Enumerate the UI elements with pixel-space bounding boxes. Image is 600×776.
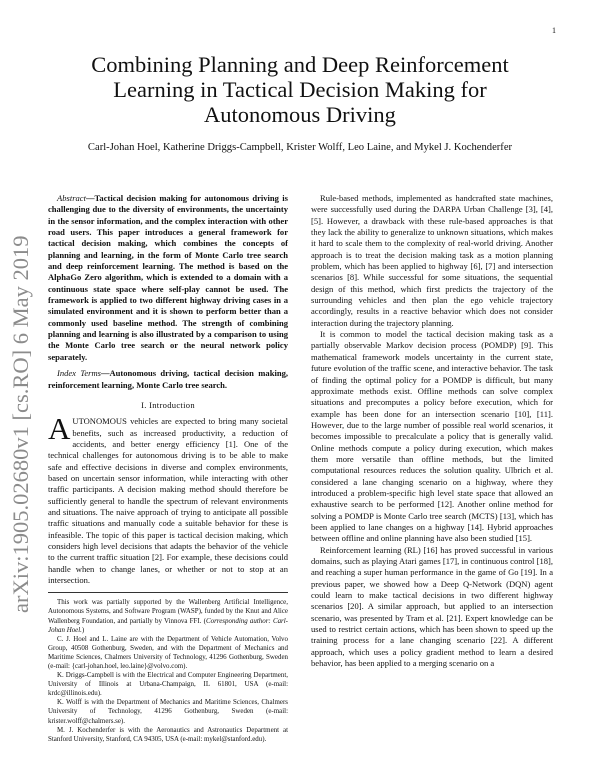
paragraph-rl: Reinforcement learning (RL) [16] has proved successful in various domains, such as playing Atari games [17], in continuous control [18], and reaching a super human performance in the game of Go [19]. In a previous paper, we showed how a Deep Q-Network (DQN) agent could learn to make tactical decisions in two different highway scenarios [20]. A similar approach, but applied to an intersection scenario, was presented by Tram et al. [21]. Expert knowledge can be used to restrict certain actions, which has been shown to speed up the training process for a lane changing scenario [22]. A different approach, which uses a policy gradient method to learn a desired behavior, has been applied to a merging scenario on a xyxy=(311,544,553,669)
author-list: Carl-Johan Hoel, Katherine Driggs-Campbell, Krister Wolff, Leo Laine, and Mykel J. Kochenderfer xyxy=(87,142,513,153)
intro-text: vehicles are expected to bring many societal benefits, such as increased productivity, a reduction of accidents, and better energy efficiency [1]. One of the technical challenges for autonomous driving is to be able to make safe and effective decisions in diverse and complex environments, based on uncertain sensor information, while interacting with other traffic participants. A decision making method should therefore be sufficiently general to handle the spectrum of relevant environments and situations. The naive approach of trying to anticipate all possible traffic situations and manually code a suitable behavior for these is infeasible. The topic of this paper is tactical decision making, which considers high level decisions that adapts the behavior of the vehicle to the current traffic situation [2]. For example, these decisions could handle when to change lanes, or whether or not to stop at an intersection. xyxy=(48,416,288,585)
title-line-3: Autonomous Driving xyxy=(204,102,396,127)
title-line-1: Combining Planning and Deep Reinforcement xyxy=(91,52,509,77)
abstract xyxy=(48,193,288,363)
index-terms xyxy=(48,368,288,391)
arxiv-id: arXiv:1905.02680v1 [cs.RO] 6 May 2019 xyxy=(8,235,33,613)
drop-cap: A xyxy=(48,411,71,447)
section-heading: I. Introduction xyxy=(141,399,195,410)
right-column xyxy=(311,193,553,669)
footnote-funding-close: ) xyxy=(81,625,85,634)
paragraph-rule-based: Rule-based methods, implemented as handcrafted state machines, were successfully used during the DARPA Urban Challenge [3], [4], [5]. However, a drawback with these rule-based approaches is that they lack the ability to generalize to unknown situations, which makes it hard to scale them to the complexity of real-world driving. Another approach is to treat the decision making task as a motion planning problem, which has been applied to highway [6], [7] and intersection scenarios [8]. While successful for some situations, the sequential design of this method, which first predicts the trajectory of the surrounding vehicles and then plan the ego vehicle trajectory accordingly, results in a reactive behavior which does not consider interaction during the trajectory planning. xyxy=(311,193,553,328)
title-line-2: Learning in Tactical Decision Making for xyxy=(113,77,487,102)
paper-title xyxy=(40,52,560,127)
footnote-funding xyxy=(48,598,288,634)
index-terms-label: Index Terms xyxy=(57,368,101,379)
footnote-affiliation-hoel: C. J. Hoel and L. Laine are with the Department of Vehicle Automation, Volvo Group, 40508 Gothenburg, Sweden, and with the Department of Mechanics and Maritime Sciences, Chalmers University of Technology, 41296 Gothenburg, Sweden (e-mail: {carl-johan.hoel, leo.laine}@volvo.com). xyxy=(48,634,288,670)
footnote-affiliation-wolff: K. Wolff is with the Department of Mechanics and Maritime Sciences, Chalmers University of Technology, 41296 Gothenburg, Sweden (e-mail: krister.wolff@chalmers.se). xyxy=(48,698,288,725)
paragraph-pomdp: It is common to model the tactical decision making task as a partially observable Markov decision process (POMDP) [9]. This mathematical framework models uncertainty in the current state, future evolution of the traffic scene, and interactive behavior. The task of finding the optimal policy for a POMDP is difficult, but many approximate methods exist. Offline methods can solve complex situations and precomputes a policy before execution, which for example has been done for an intersection scenario [10], [11]. However, due to the large number of possible real world scenarios, it becomes impossible to precalculate a policy that is generally valid. Online methods compute a policy during execution, which makes them more versatile than offline methods, but the limited computational resources reduces the solution quality. Ulbrich et al. considered a lane changing scenario on a highway, where they introduced a problem-specific high level state space that allowed an exhaustive search to be performed [12]. Another online method for solving a POMDP is Monte Carlo tree search (MCTS) [13], which has been applied to lane changes on a highway [14]. Hybrid approaches between offline and online planning have also been studied [15]. xyxy=(311,329,553,544)
footnote-affiliation-driggs: K. Driggs-Campbell is with the Electrical and Computer Engineering Department, University of Illinois at Urbana-Champaign, IL 61801, USA (e-mail: krdc@illinois.edu). xyxy=(48,671,288,698)
left-column xyxy=(48,193,288,744)
arxiv-watermark xyxy=(4,175,36,615)
intro-paragraph xyxy=(48,411,288,586)
abstract-label: Abstract xyxy=(57,193,86,203)
footnote-rule xyxy=(48,592,288,593)
corresponding-author: Corresponding author: Carl-Johan Hoel. xyxy=(48,616,288,634)
index-terms-text: —Autonomous driving, tactical decision making, reinforcement learning, Monte Carlo tree search. xyxy=(48,368,288,390)
footnote-funding-text: This work was partially supported by the Wallenberg Artificial Intelligence, Autonomous Systems, and Software Program (WASP), funded by the Knut and Alice Wallenberg Foundation, and partially by Vinnova FFI. ( xyxy=(48,598,288,625)
page-number: 1 xyxy=(552,26,556,35)
intro-lead-word: UTONOMOUS xyxy=(72,416,127,427)
abstract-text: —Tactical decision making for autonomous driving is challenging due to the diversity of environments, the uncertainty in the sensor information, and the complex interaction with other road users. This paper introduces a general framework for tactical decision making, which combines the concepts of planning and learning, in the form of Monte Carlo tree search and deep reinforcement learning. The method is based on the AlphaGo Zero algorithm, which is extended to a domain with a continuous state space where self-play cannot be used. The framework is applied to two different highway driving cases in a simulated environment and it is shown to perform better than a commonly used baseline method. The strength of combining planning and learning is also illustrated by a comparison to using the Monte Carlo tree search or the neural network policy separately. xyxy=(48,193,288,362)
footnote-affiliation-kochenderfer: M. J. Kochenderfer is with the Aeronautics and Astronautics Department at Stanford University, Stanford, CA 94305, USA (e-mail: mykel@stanford.edu). xyxy=(48,725,288,743)
